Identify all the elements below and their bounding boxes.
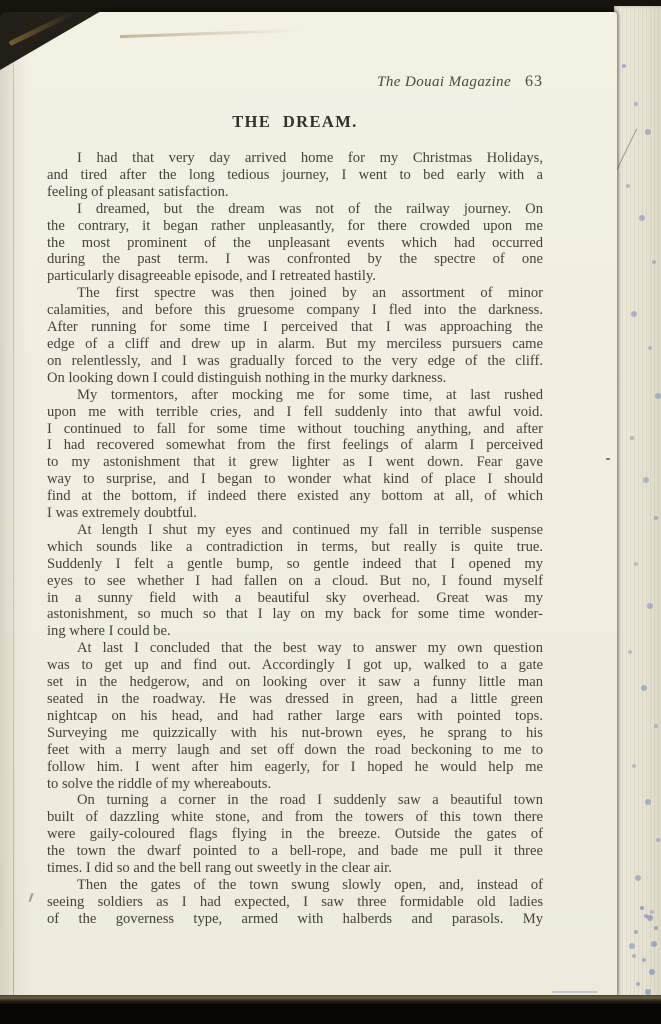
text-line: At length I shut my eyes and continued my fall in terrible suspense — [77, 521, 543, 538]
text-line: to my astonishment that it grew lighter as I went down. Fear gave — [47, 454, 543, 471]
text-line: find at the bottom, if indeed there existed any bottom at all, of which — [47, 488, 543, 505]
text-line: set in the hedgerow, and on looking over it saw a funny little man — [47, 674, 543, 691]
paragraph — [47, 640, 543, 792]
paragraph — [47, 877, 543, 928]
text-line: The first spectre was then joined by an assortment of minor — [77, 285, 543, 302]
text-line: seeing soldiers as I had expected, I saw three formidable old ladies — [47, 893, 543, 910]
text-line: nightcap on his head, and had rather large ears with pointed tops. — [47, 707, 543, 724]
text-line: Surveying me quizzically with his nut-brown eyes, he sprang to his — [47, 724, 543, 741]
page-number: 63 — [525, 73, 543, 90]
text-line: feeling of pleasant satisfaction. — [47, 183, 229, 200]
text-line: eyes to see whether I had fallen on a cloud. But no, I found myself — [47, 572, 543, 589]
paragraph — [47, 522, 543, 640]
text-line: feet with a merry laugh and set off down the road beckoning to me to — [47, 741, 543, 758]
marbled-speckles — [622, 64, 626, 68]
text-line: Then the gates of the town swung slowly open, and, instead of — [77, 876, 543, 893]
paragraph — [47, 201, 543, 286]
text-line: edge of a cliff and drew up in alarm. But my merciless pursuers came — [47, 335, 543, 352]
article-title: THE DREAM. — [232, 112, 358, 131]
book-board-edge — [0, 995, 661, 1004]
text-line: I had recovered somewhat from the first feelings of alarm I perceived — [47, 437, 543, 454]
text-line: particularly disagreeable episode, and I retreated hastily. — [47, 268, 376, 285]
text-line: seated in the roadway. He was dressed in green, had a little green — [47, 691, 543, 707]
text-line: on relentlessly, and I was gradually forced to the very edge of the cliff. — [47, 352, 543, 369]
text-line: were gaily-coloured flags flying in the breeze. Outside the gates of — [47, 826, 543, 843]
text-line: the most prominent of the unpleasant events which had occurred — [47, 234, 543, 251]
running-header — [47, 73, 543, 91]
text-line: After running for some time I perceived that I was approaching the — [47, 319, 543, 336]
paragraph — [47, 150, 543, 201]
text-line: was to get up and find out. Accordingly I got up, walked to a gate — [47, 657, 543, 674]
text-line: in a sunny field with a beautiful sky overhead. Great was my — [47, 589, 543, 606]
magazine-title: The Douai Magazine — [377, 74, 511, 90]
article-body — [47, 150, 543, 928]
text-line: upon me with terrible cries, and I fell suddenly into that awful void. — [47, 403, 543, 420]
text-line: I was extremely doubtful. — [47, 505, 197, 522]
text-line: calamities, and before this gruesome company I fled into the darkness. — [47, 302, 543, 319]
text-line: the town the dwarf pointed to a bell-rope, and bade me pull it three — [47, 843, 543, 860]
text-line: and tired after the long tedious journey, I went to bed early with a — [47, 166, 543, 183]
text-line: I had that very day arrived home for my Christmas Holidays, — [77, 150, 543, 166]
text-line: I dreamed, but the dream was not of the railway journey. On — [77, 200, 543, 217]
text-line: built of dazzling white stone, and from the towers of this town there — [47, 809, 543, 826]
text-line: astonishment, so much so that I lay on my back for some time wonder- — [47, 606, 543, 623]
gutter-fold-line — [13, 12, 14, 997]
page-edge-stack — [614, 6, 661, 998]
text-line: ing where I could be. — [47, 623, 171, 640]
paragraph — [47, 792, 543, 877]
text-line: of the governess type, armed with halberds and parasols. My — [47, 910, 543, 927]
text-line: follow him. I went after him eagerly, for I hoped he would help me — [47, 758, 543, 775]
text-line: way to surprise, and I began to wonder what kind of place I should — [47, 471, 543, 488]
blue-smudge — [552, 991, 598, 993]
paragraph — [47, 285, 543, 386]
paragraph — [47, 387, 543, 522]
text-line: On looking down I could distinguish nothing in the murky darkness. — [47, 369, 447, 386]
marbled-speckles-dense — [640, 906, 644, 910]
text-line: the contrary, it began rather unpleasantly, for there crowded upon me — [47, 217, 543, 234]
text-line: On turning a corner in the road I suddenly saw a beautiful town — [77, 792, 543, 809]
text-line: My tormentors, after mocking me for some time, at last rushed — [77, 386, 543, 403]
text-line: Suddenly I felt a gentle bump, so gentle indeed that I opened my — [47, 555, 543, 572]
ink-speck — [606, 458, 610, 460]
text-line: which sounds like a contradiction in terms, but really is quite true. — [47, 538, 543, 555]
text-line: times. I did so and the bell rang out sweetly in the clear air. — [47, 860, 392, 877]
book-page — [0, 12, 617, 997]
text-line: At last I concluded that the best way to answer my own question — [77, 640, 543, 657]
text-line: I continued to fall for some time without touching anything, and after — [47, 420, 543, 437]
text-line: during the past term. I was confronted by the spectre of one — [47, 251, 543, 268]
text-line: to solve the riddle of my whereabouts. — [47, 775, 272, 792]
